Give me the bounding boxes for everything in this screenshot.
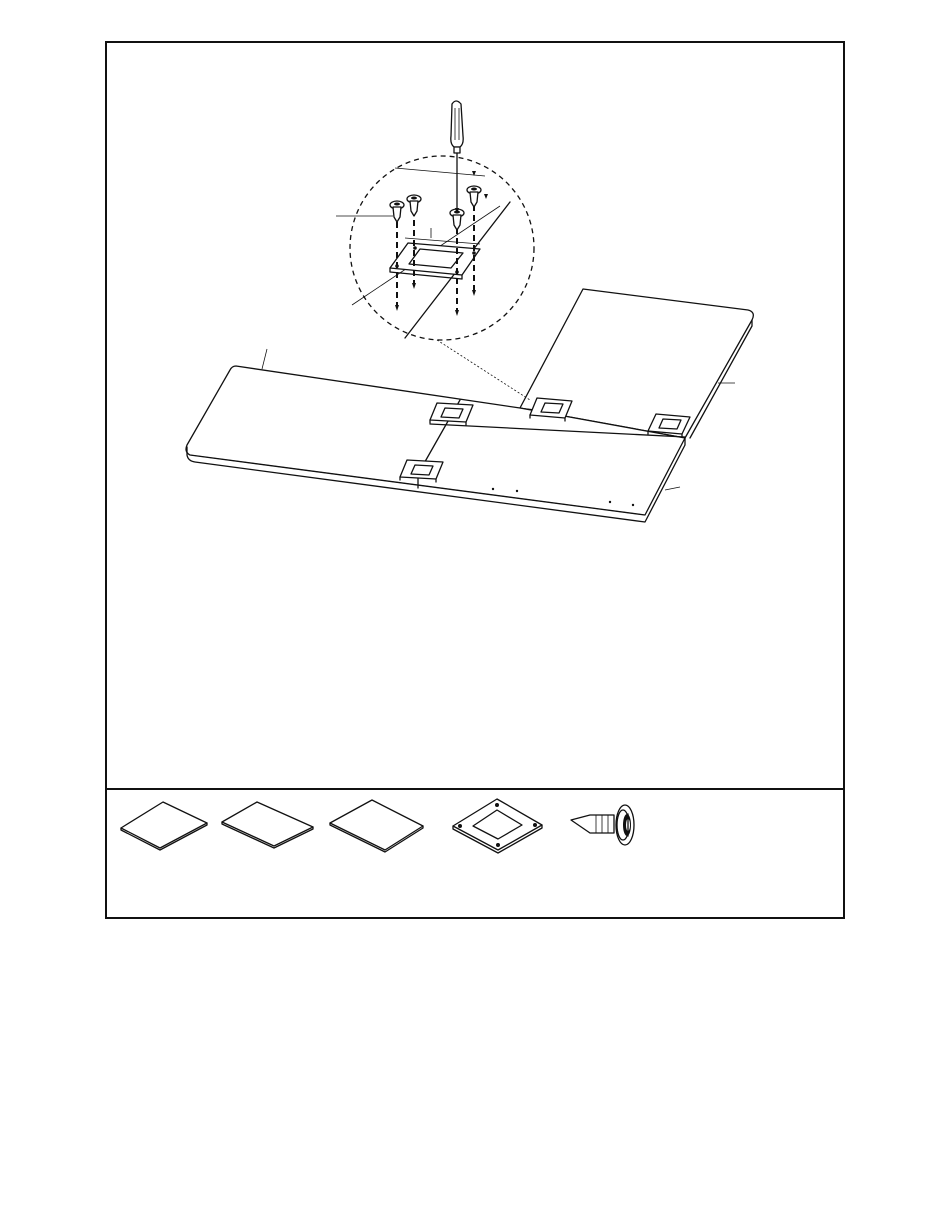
flat-board-icon — [222, 802, 313, 848]
desktop-assembly — [186, 289, 753, 522]
flat-board-icon — [121, 802, 207, 850]
detail-callout — [336, 101, 534, 340]
detail-screw-4 — [467, 186, 481, 207]
detail-connector-plate — [390, 243, 480, 279]
screw-icon — [571, 805, 634, 845]
flat-board-icon — [330, 800, 423, 852]
detail-screw-1 — [390, 201, 404, 222]
parts-row — [121, 799, 634, 853]
square-bracket-plate-icon — [453, 799, 542, 853]
detail-screw-2 — [407, 195, 421, 216]
callout-line — [437, 340, 530, 400]
